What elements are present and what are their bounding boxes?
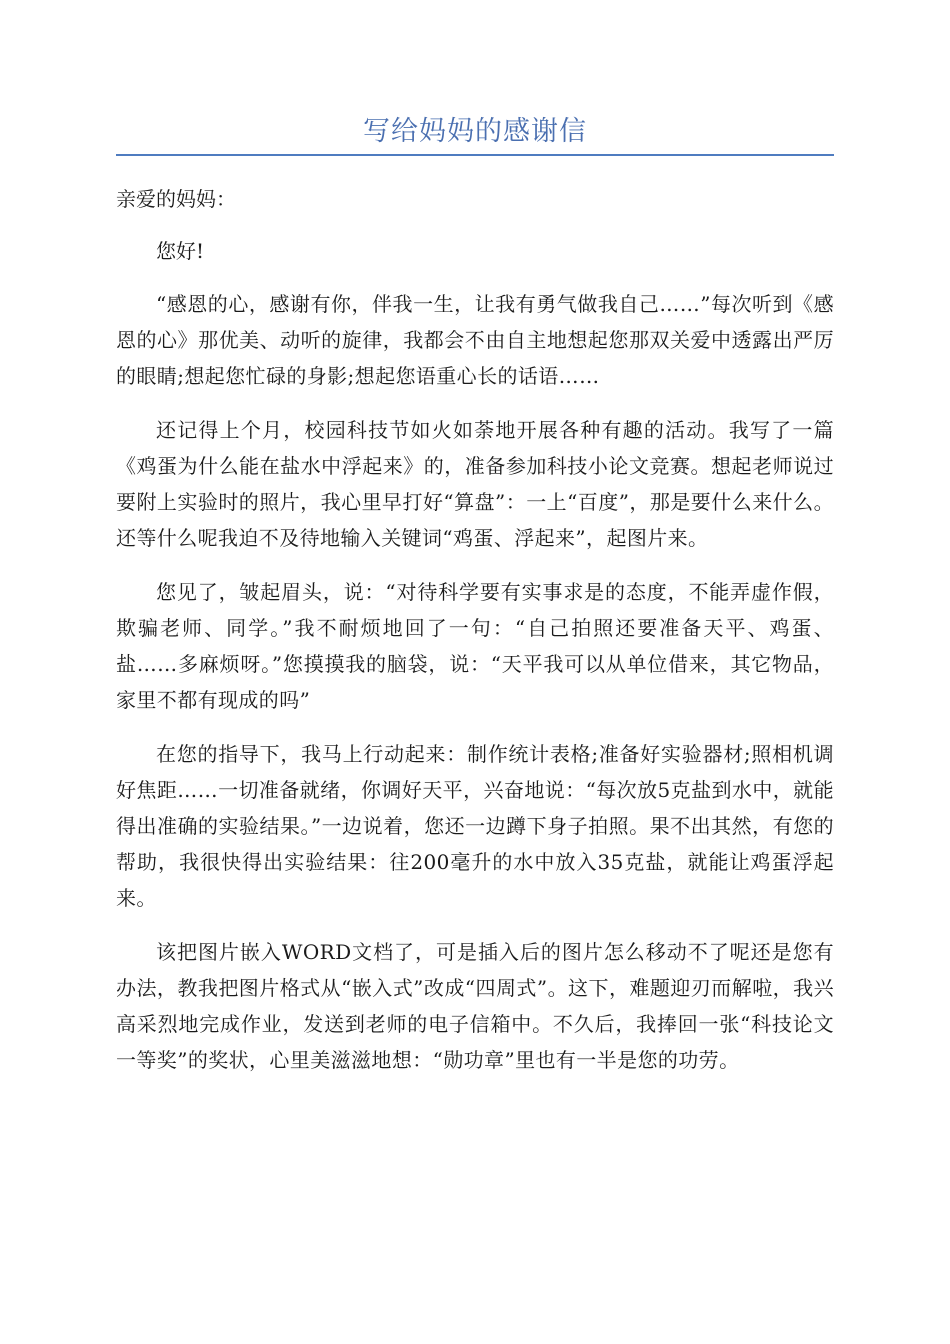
paragraph: “感恩的心，感谢有你，伴我一生，让我有勇气做我自己……”每次听到《感恩的心》那优美、动听的旋律，我都会不由自主地想起您那双关爱中透露出严厉的眼睛;想起您忙碌的身影;想起您语重心长的话语…… xyxy=(116,292,834,388)
salutation: 亲爱的妈妈： xyxy=(116,187,236,211)
paragraph: 您见了，皱起眉头，说：“对待科学要有实事求是的态度，不能弄虚作假，欺骗老师、同学。”我不耐烦地回了一句：“自己拍照还要准备天平、鸡蛋、盐……多麻烦呀。”您摸摸我的脑袋，说：“天平我可以从单位借来，其它物品，家里不都有现成的吗” xyxy=(116,580,834,712)
letter-page xyxy=(116,110,834,1096)
title-underline xyxy=(116,154,834,156)
document-title: 写给妈妈的感谢信 xyxy=(363,116,587,147)
paragraph: 还记得上个月，校园科技节如火如荼地开展各种有趣的活动。我写了一篇《鸡蛋为什么能在盐水中浮起来》的，准备参加科技小论文竞赛。想起老师说过要附上实验时的照片，我心里早打好“算盘”：一上“百度”，那是要什么来什么。还等什么呢我迫不及待地输入关键词“鸡蛋、浮起来”，起图片来。 xyxy=(116,418,834,550)
paragraph: 该把图片嵌入WORD文档了，可是插入后的图片怎么移动不了呢还是您有办法，教我把图片格式从“嵌入式”改成“四周式”。这下，难题迎刃而解啦，我兴高采烈地完成作业，发送到老师的电子信箱中。不久后，我捧回一张“科技论文一等奖”的奖状，心里美滋滋地想：“勋功章”里也有一半是您的功劳。 xyxy=(116,940,834,1072)
greeting: 您好! xyxy=(156,239,205,263)
paragraph: 在您的指导下，我马上行动起来：制作统计表格;准备好实验器材;照相机调好焦距……一切准备就绪，你调好天平，兴奋地说：“每次放5克盐到水中，就能得出准确的实验结果。”一边说着，您还一边蹲下身子拍照。果不出其然，有您的帮助，我很快得出实验结果：往200毫升的水中放入35克盐，就能让鸡蛋浮起来。 xyxy=(116,742,834,910)
